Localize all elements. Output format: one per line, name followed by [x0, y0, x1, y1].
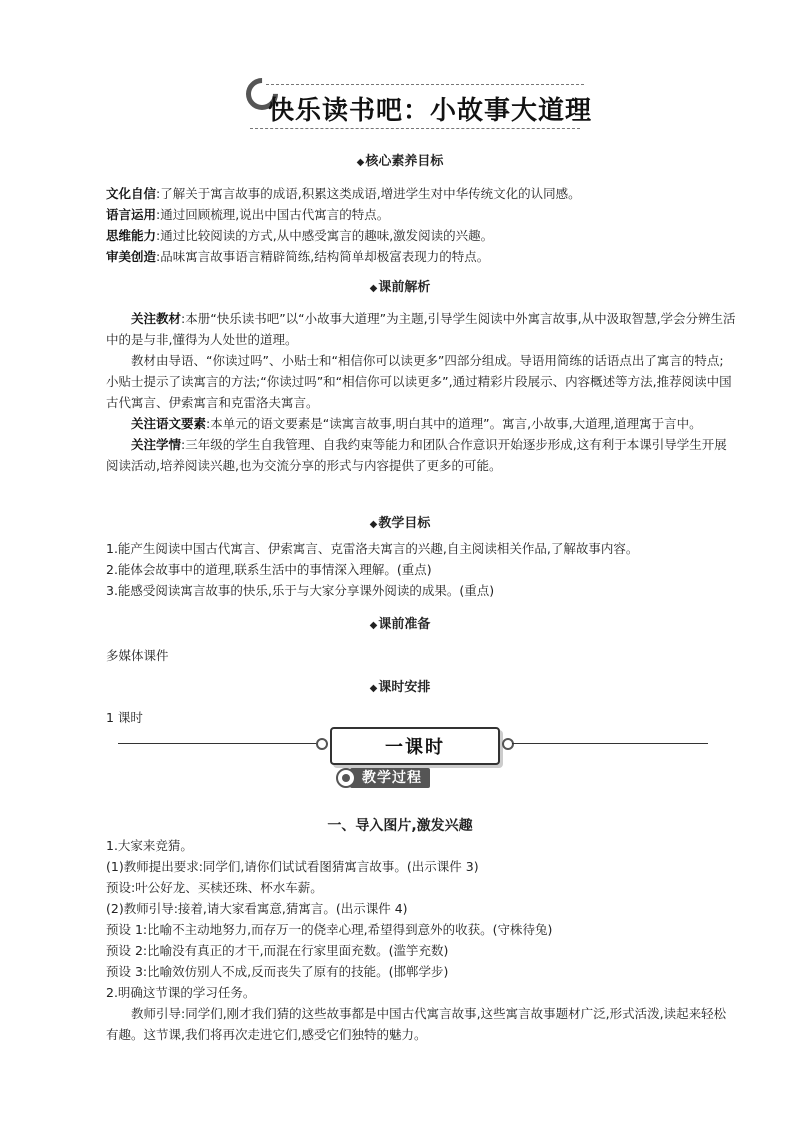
step-teacher-guide: 教师引导:同学们,刚才我们猜的这些故事都是中国古代寓言故事,这些寓言故事题材广泛,形式活泼,读起来轻松有趣。这节课,我们将再次走进它们,感受它们独特的魅力。 [106, 1006, 727, 1042]
paragraph-language-elements: 关注语文要素:本单元的语文要素是“读寓言故事,明白其中的道理”。寓言,小故事,大道理,道理寓于言中。 [131, 416, 702, 431]
core-goal-item: 思维能力:通过比较阅读的方式,从中感受寓言的趣味,激发阅读的兴趣。 [106, 228, 494, 243]
section-heading-pre-analysis: ◆课前解析 [369, 280, 431, 295]
diamond-icon: ◆ [356, 157, 365, 168]
step-line: 预设 2:比喻没有真正的才干,而混在行家里面充数。(滥竽充数) [106, 943, 449, 958]
divider-dot-left [316, 738, 328, 750]
paragraph-student-situation: 关注学情:三年级的学生自我管理、自我约束等能力和团队合作意识开始逐步形成,这有利于本课引导学生开展阅读活动,培养阅读兴趣,也为交流分享的形式与内容提供了更多的可能。 [106, 437, 727, 473]
step-line: 预设 1:比喻不主动地努力,而存万一的侥幸心理,希望得到意外的收获。(守株待兔) [106, 922, 553, 937]
paragraph-textbook: 关注教材:本册“快乐读书吧”以“小故事大道理”为主题,引导学生阅读中外寓言故事,从中汲取智慧,学会分辨生活中的是与非,懂得为人处世的道理。 [106, 311, 736, 347]
diamond-icon: ◆ [369, 683, 378, 694]
section-heading-schedule: ◆课时安排 [369, 680, 431, 695]
paragraph-textbook-structure: 教材由导语、“你读过吗”、小贴士和“相信你可以读更多”四部分组成。导语用简练的话语点出了寓言的特点;小贴士提示了读寓言的方法;“你读过吗”和“相信你可以读更多”,通过精彩片段展示、内容概述等方法,推荐阅读中国古代寓言、伊索寓言和克雷洛夫寓言。 [106, 353, 732, 410]
section-heading-core-goals: ◆核心素养目标 [356, 154, 444, 169]
core-goals-list [106, 183, 736, 267]
step-one-heading: 一、导入图片,激发兴趣 [327, 818, 473, 834]
prep-text: 多媒体课件 [106, 648, 169, 663]
diamond-icon: ◆ [369, 283, 378, 294]
teaching-goals-list [106, 538, 736, 601]
diamond-icon: ◆ [369, 519, 378, 530]
step-line: (1)教师提出要求:同学们,请你们试试看图猜寓言故事。(出示课件 3) [106, 859, 479, 874]
step-one-body [106, 835, 736, 1045]
step-line: 2.明确这节课的学习任务。 [106, 985, 256, 1000]
pre-analysis-body [106, 308, 736, 476]
step-line: 1.大家来竞猜。 [106, 838, 193, 853]
divider-line-left [118, 743, 324, 744]
step-line: 预设 3:比喻效仿别人不成,反而丧失了原有的技能。(邯郸学步) [106, 964, 449, 979]
step-line: (2)教师引导:接着,请大家看寓意,猜寓言。(出示课件 4) [106, 901, 408, 916]
teaching-goal-item: 1.能产生阅读中国古代寓言、伊索寓言、克雷洛夫寓言的兴趣,自主阅读相关作品,了解故事内容。 [106, 541, 639, 556]
teaching-process-label: 教学过程 [350, 768, 430, 788]
divider-line-right [512, 743, 708, 744]
page-title: 快乐读书吧：小故事大道理 [268, 96, 593, 126]
teaching-process-badge [336, 767, 464, 789]
teaching-goal-item: 2.能体会故事中的道理,联系生活中的事情深入理解。(重点) [106, 562, 432, 577]
section-heading-prep: ◆课前准备 [369, 617, 431, 632]
divider-dot-right [502, 738, 514, 750]
section-heading-teaching-goals: ◆教学目标 [369, 516, 431, 531]
core-goal-item: 文化自信:了解关于寓言故事的成语,积累这类成语,增进学生对中华传统文化的认同感。 [106, 186, 581, 201]
teaching-goal-item: 3.能感受阅读寓言故事的快乐,乐于与大家分享课外阅读的成果。(重点) [106, 583, 495, 598]
core-goal-item: 审美创造:品味寓言故事语言精辟简练,结构简单却极富表现力的特点。 [106, 249, 490, 264]
title-dashed-rule-top [266, 84, 584, 85]
lesson-title: 一课时 [385, 737, 445, 758]
core-goal-item: 语言运用:通过回顾梳理,说出中国古代寓言的特点。 [106, 207, 390, 222]
title-banner [246, 70, 593, 132]
schedule-text: 1 课时 [106, 710, 143, 725]
title-dashed-rule-bottom [250, 128, 580, 129]
diamond-icon: ◆ [369, 620, 378, 631]
target-icon [336, 768, 356, 788]
lesson-title-box [330, 727, 500, 765]
step-line: 预设:叶公好龙、买椟还珠、杯水车薪。 [106, 880, 323, 895]
